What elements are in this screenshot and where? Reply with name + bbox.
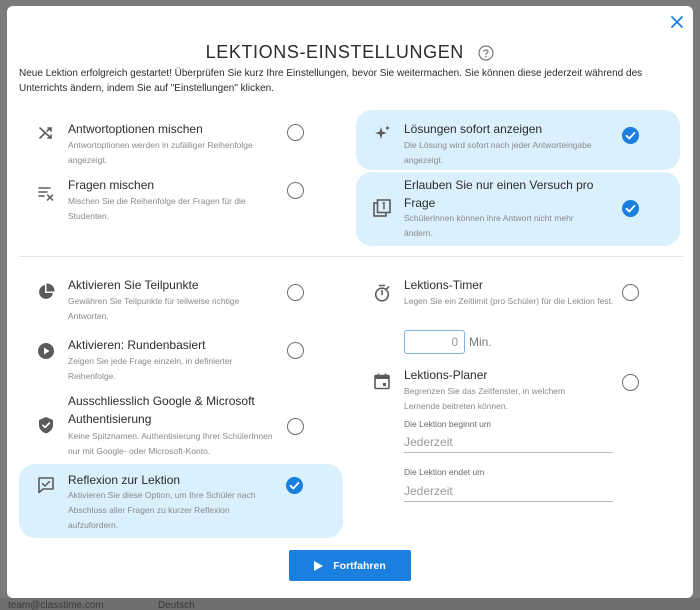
single-attempt-toggle[interactable] (622, 200, 639, 217)
option-lesson-planner (356, 362, 680, 412)
lesson-planner-toggle[interactable] (622, 374, 639, 391)
round-based-toggle[interactable] (287, 342, 304, 359)
option-description: Legen Sie ein Zeitlimit (pro Schüler) für die Lektion fest. (404, 296, 614, 306)
option-title: Lektions-Planer (404, 368, 488, 382)
option-title: Erlauben Sie nur einen Versuch pro Frage (404, 178, 594, 210)
option-title: Reflexion zur Lektion (68, 473, 181, 487)
timer-minutes-input[interactable]: 0 (404, 330, 465, 354)
option-round-based (19, 330, 343, 386)
option-show-solutions (356, 110, 680, 170)
calendar-icon (373, 372, 391, 390)
continue-button[interactable] (289, 550, 411, 581)
background-footer (0, 598, 700, 610)
sso-only-toggle[interactable] (287, 418, 304, 435)
start-time-input[interactable]: Jederzeit (404, 431, 613, 453)
sparkles-icon (374, 124, 392, 142)
continue-button-label: Fortfahren (333, 559, 386, 572)
shuffle-icon (37, 124, 55, 142)
shuffle-list-icon (37, 184, 55, 202)
close-icon[interactable] (667, 12, 687, 32)
option-reflection (19, 464, 343, 538)
footer-language[interactable]: Deutsch (158, 600, 195, 610)
option-shuffle-answers (19, 110, 343, 172)
section-divider (19, 256, 683, 257)
option-title: Aktivieren Sie Teilpunkte (68, 278, 199, 292)
option-description: Gewähren Sie Teilpunkte für teilweise richtige Antworten. (68, 296, 240, 321)
option-description: Aktivieren Sie diese Option, um Ihre Schüler nach Abschluss aller Fragen zu kurzer Reflexion aufzufordern. (68, 490, 256, 530)
option-title: Lektions-Timer (404, 278, 483, 292)
option-description: Begrenzen Sie das Zeitfenster, in welchem Lernende beitreten können. (404, 386, 566, 411)
option-title: Antwortoptionen mischen (68, 122, 203, 136)
show-solutions-toggle[interactable] (622, 127, 639, 144)
help-icon[interactable] (478, 45, 494, 61)
option-title: Aktivieren: Rundenbasiert (68, 338, 206, 352)
one-attempt-icon (373, 199, 391, 217)
lesson-timer-toggle[interactable] (622, 284, 639, 301)
option-shuffle-questions (19, 172, 343, 234)
lesson-settings-dialog (7, 6, 693, 598)
footer-email[interactable]: team@classtime.com (8, 600, 104, 610)
option-description: Die Lösung wird sofort nach jeder Antworteingabe angezeigt. (404, 140, 592, 165)
checkmark-icon (622, 200, 639, 217)
option-description: Zeigen Sie jede Frage einzeln, in definierter Reihenfolge. (68, 356, 233, 381)
checkmark-icon (622, 127, 639, 144)
option-description: SchülerInnen können ihre Antwort nicht mehr ändern. (404, 213, 574, 238)
dialog-title: LEKTIONS-EINSTELLUNGEN (205, 42, 464, 62)
option-sso-only (19, 388, 343, 464)
shuffle-questions-toggle[interactable] (287, 182, 304, 199)
start-time-label: Die Lektion beginnt um (404, 419, 491, 429)
play-icon (314, 561, 323, 571)
shield-check-icon (37, 416, 55, 434)
chat-bubble-icon (37, 476, 55, 494)
reflection-toggle[interactable] (286, 477, 303, 494)
timer-icon (373, 284, 391, 302)
option-single-attempt (356, 172, 680, 246)
end-time-label: Die Lektion endet um (404, 467, 485, 477)
option-title: Lösungen sofort anzeigen (404, 122, 543, 136)
end-time-input[interactable]: Jederzeit (404, 480, 613, 502)
timer-minutes-unit: Min. (469, 335, 492, 349)
option-title: Ausschliesslich Google & Microsoft Authentisierung (68, 394, 255, 426)
pie-chart-icon (37, 283, 55, 301)
intro-text: Neue Lektion erfolgreich gestartet! Überprüfen Sie kurz Ihre Einstellungen, bevor Sie weitermachen. Sie können diese jederzeit während des Unterrichts ändern, indem Sie auf "Einstellungen" klicken. (19, 68, 643, 94)
option-description: Keine Spitznamen. Authentisierung Ihrer SchülerInnen nur mit Google- oder Microsoft-Konto. (68, 431, 273, 456)
option-partial-points (19, 272, 343, 328)
play-circle-icon (37, 342, 55, 360)
option-title: Fragen mischen (68, 178, 155, 192)
option-description: Antwortoptionen werden in zufälliger Reihenfolge angezeigt. (68, 140, 253, 165)
checkmark-icon (286, 477, 303, 494)
partial-points-toggle[interactable] (287, 284, 304, 301)
shuffle-answers-toggle[interactable] (287, 124, 304, 141)
option-description: Mischen Sie die Reihenfolge der Fragen für die Studenten. (68, 196, 246, 221)
dialog-header (7, 42, 693, 63)
